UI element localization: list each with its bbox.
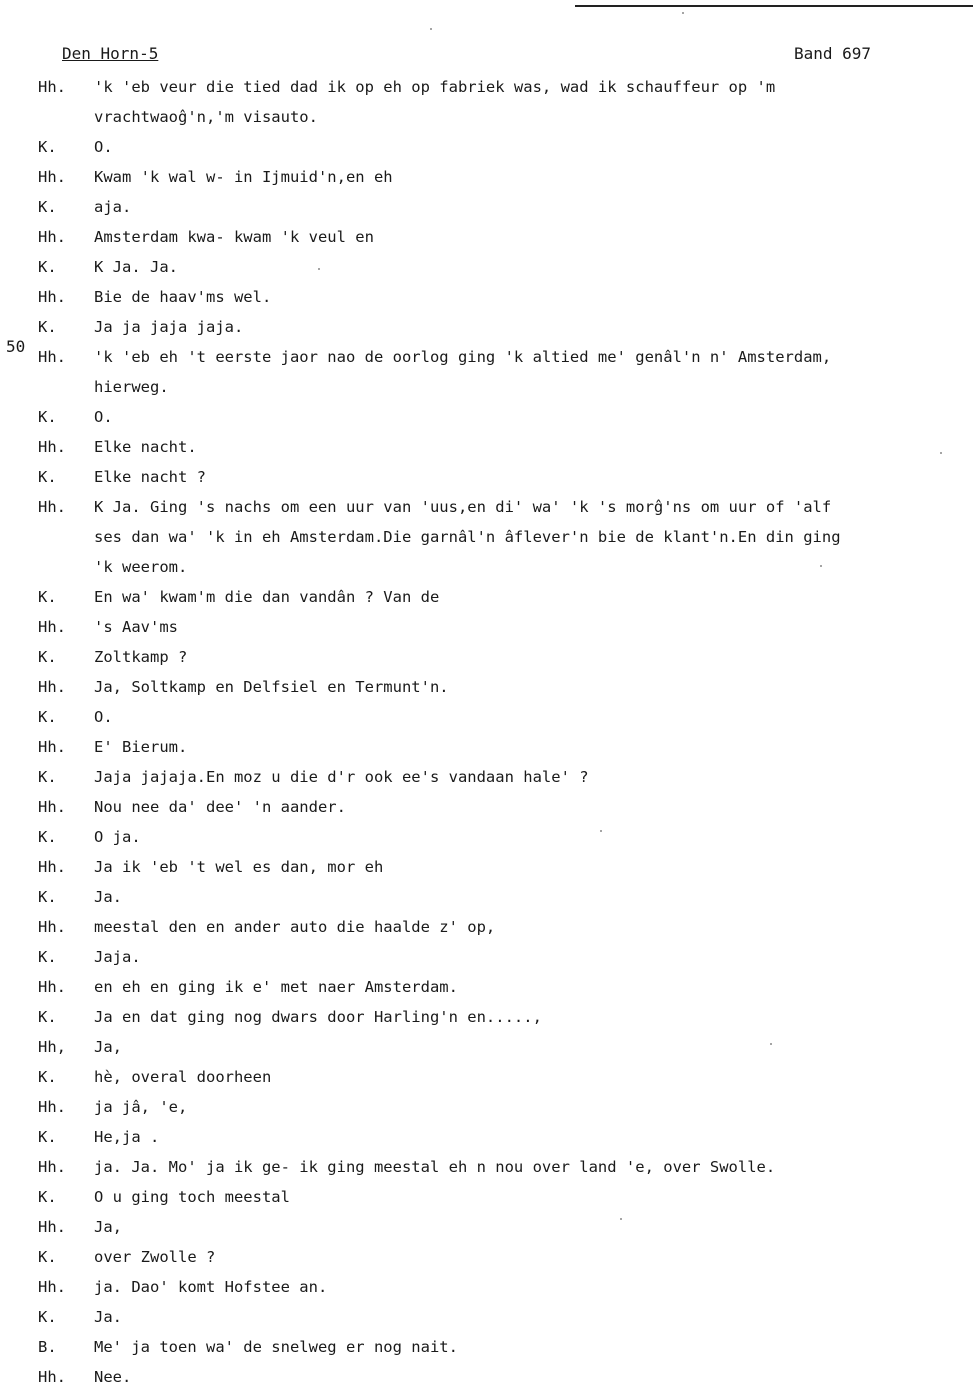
utterance-text: E' Bierum. [94,738,188,756]
speaker-label: Hh. [38,918,66,936]
speaker-label: K. [38,1008,57,1026]
scan-speck [430,28,432,30]
utterance-text: Ja. [94,888,122,906]
speaker-label: K. [38,768,57,786]
speaker-label: K. [38,708,57,726]
utterance-text: meestal den en ander auto die haalde z' op, [94,918,496,936]
speaker-label: K. [38,828,57,846]
transcript-line [38,702,970,732]
utterance-text: Elke nacht. [94,438,197,456]
utterance-text: Nou nee da' dee' 'n aander. [94,798,346,816]
speaker-label: K. [38,888,57,906]
transcript-line [38,1302,970,1332]
utterance-text: He,ja . [94,1128,160,1146]
transcript-line [38,762,970,792]
transcript-line [38,402,970,432]
speaker-label: K. [38,1248,57,1266]
transcript-line [38,582,970,612]
utterance-text: 'k weerom. [94,558,188,576]
utterance-text: Ja ik 'eb 't wel es dan, mor eh [94,858,384,876]
utterance-text: En wa' kwam'm die dan vandân ? Van de [94,588,440,606]
transcript-line [38,882,970,912]
speaker-label: K. [38,948,57,966]
utterance-text: over Zwolle ? [94,1248,216,1266]
utterance-text: ja jâ, 'e, [94,1098,188,1116]
speaker-label: K. [38,1128,57,1146]
utterance-text: O. [94,408,113,426]
utterance-text: K Ja. Ja. [94,258,178,276]
transcript-line [38,1272,970,1302]
transcript-line [38,642,970,672]
speaker-label: K. [38,138,57,156]
speaker-label: K. [38,258,57,276]
speaker-label: Hh. [38,438,66,456]
transcript-line [38,162,970,192]
speaker-label: K. [38,198,57,216]
transcript-line [38,72,970,102]
transcript [38,72,970,1392]
speaker-label: K. [38,1308,57,1326]
transcript-line [38,912,970,942]
speaker-label: Hh. [38,1218,66,1236]
transcript-line [38,492,970,522]
scan-speck [820,565,822,567]
utterance-text: O. [94,138,113,156]
utterance-text: hierweg. [94,378,169,396]
transcript-line [38,1122,970,1152]
speaker-label: Hh. [38,1368,66,1386]
speaker-label: K. [38,408,57,426]
scan-speck [770,1043,772,1045]
speaker-label: K. [38,1068,57,1086]
scan-speck [682,12,684,14]
speaker-label: B. [38,1338,57,1356]
utterance-text: hè, overal doorheen [94,1068,272,1086]
utterance-text: Kwam 'k wal w- in Ijmuid'n,en eh [94,168,393,186]
transcript-line [38,852,970,882]
speaker-label: K. [38,468,57,486]
transcript-line [38,1182,970,1212]
utterance-text: O. [94,708,113,726]
tape-number: Band 697 [793,44,871,63]
transcript-line [38,1362,970,1392]
utterance-text: Jaja jajaja.En moz u die d'r ook ee's vandaan hale' ? [94,768,589,786]
document-title: Den Horn-5 [62,44,159,63]
utterance-text: Ja, [94,1038,122,1056]
utterance-text: Nee. [94,1368,132,1386]
speaker-label: Hh. [38,348,66,366]
transcript-line [38,1032,970,1062]
speaker-label: K. [38,648,57,666]
transcript-line [38,372,970,402]
transcript-line [38,1002,970,1032]
utterance-text: ja. Ja. Mo' ja ik ge- ik ging meestal eh n nou over land 'e, over Swolle. [94,1158,776,1176]
transcript-line [38,1062,970,1092]
page-header [62,44,871,68]
utterance-text: Ja en dat ging nog dwars door Harling'n en....., [94,1008,542,1026]
utterance-text: 'k 'eb veur die tied dad ik op eh op fabriek was, wad ik schauffeur op 'm [94,78,776,96]
utterance-text: Ja, [94,1218,122,1236]
utterance-text: ses dan wa' 'k in eh Amsterdam.Die garnâl'n âflever'n bie de klant'n.En din ging [94,528,841,546]
speaker-label: Hh. [38,678,66,696]
transcript-line [38,612,970,642]
transcript-line [38,192,970,222]
speaker-label: Hh, [38,1038,66,1056]
speaker-label: Hh. [38,1098,66,1116]
utterance-text: vrachtwaoĝ'n,'m visauto. [94,108,318,126]
utterance-text: O ja. [94,828,141,846]
transcript-line [38,342,970,372]
transcript-line [38,312,970,342]
transcript-line [38,432,970,462]
transcript-line [38,132,970,162]
speaker-label: Hh. [38,78,66,96]
transcript-line [38,1332,970,1362]
speaker-label: Hh. [38,1158,66,1176]
speaker-label [38,552,94,582]
speaker-label: Hh. [38,858,66,876]
transcript-line [38,462,970,492]
speaker-label: Hh. [38,618,66,636]
speaker-label [38,102,94,132]
speaker-label: Hh. [38,498,66,516]
speaker-label: K. [38,1188,57,1206]
transcript-line [38,822,970,852]
margin-line-number: 50 [6,337,26,356]
speaker-label: Hh. [38,978,66,996]
utterance-text: en eh en ging ik e' met naer Amsterdam. [94,978,458,996]
speaker-label: K. [38,318,57,336]
speaker-label: Hh. [38,288,66,306]
speaker-label [38,372,94,402]
utterance-text: Zoltkamp ? [94,648,188,666]
transcript-line [38,1242,970,1272]
utterance-text: Ja, Soltkamp en Delfsiel en Termunt'n. [94,678,449,696]
utterance-text: Bie de haav'ms wel. [94,288,272,306]
scan-speck [940,452,942,454]
utterance-text: 's Aav'ms [94,618,178,636]
transcript-line [38,102,970,132]
speaker-label: Hh. [38,738,66,756]
speaker-label: Hh. [38,228,66,246]
speaker-label: Hh. [38,798,66,816]
transcript-line [38,792,970,822]
utterance-text: ja. Dao' komt Hofstee an. [94,1278,328,1296]
utterance-text: Amsterdam kwa- kwam 'k veul en [94,228,374,246]
transcript-line [38,972,970,1002]
transcript-line [38,1092,970,1122]
top-rule [575,5,973,7]
scan-speck [318,268,320,270]
scan-speck [600,830,602,832]
transcript-line [38,252,970,282]
utterance-text: Ja ja jaja jaja. [94,318,244,336]
transcript-line [38,672,970,702]
utterance-text: Jaja. [94,948,141,966]
transcript-line [38,1152,970,1182]
transcript-line [38,1212,970,1242]
transcript-line [38,732,970,762]
utterance-text: Elke nacht ? [94,468,206,486]
transcript-line [38,522,970,552]
utterance-text: K Ja. Ging 's nachs om een uur van 'uus,en di' wa' 'k 's morĝ'ns om uur of 'alf [94,498,832,516]
speaker-label: Hh. [38,1278,66,1296]
speaker-label: Hh. [38,168,66,186]
utterance-text: Ja. [94,1308,122,1326]
utterance-text: O u ging toch meestal [94,1188,290,1206]
transcript-line [38,282,970,312]
transcript-line [38,552,970,582]
utterance-text: Me' ja toen wa' de snelweg er nog nait. [94,1338,458,1356]
scan-speck [620,1218,622,1220]
speaker-label [38,522,94,552]
transcript-line [38,942,970,972]
utterance-text: aja. [94,198,132,216]
speaker-label: K. [38,588,57,606]
transcript-line [38,222,970,252]
utterance-text: 'k 'eb eh 't eerste jaor nao de oorlog ging 'k altied me' genâl'n n' Amsterdam, [94,348,832,366]
